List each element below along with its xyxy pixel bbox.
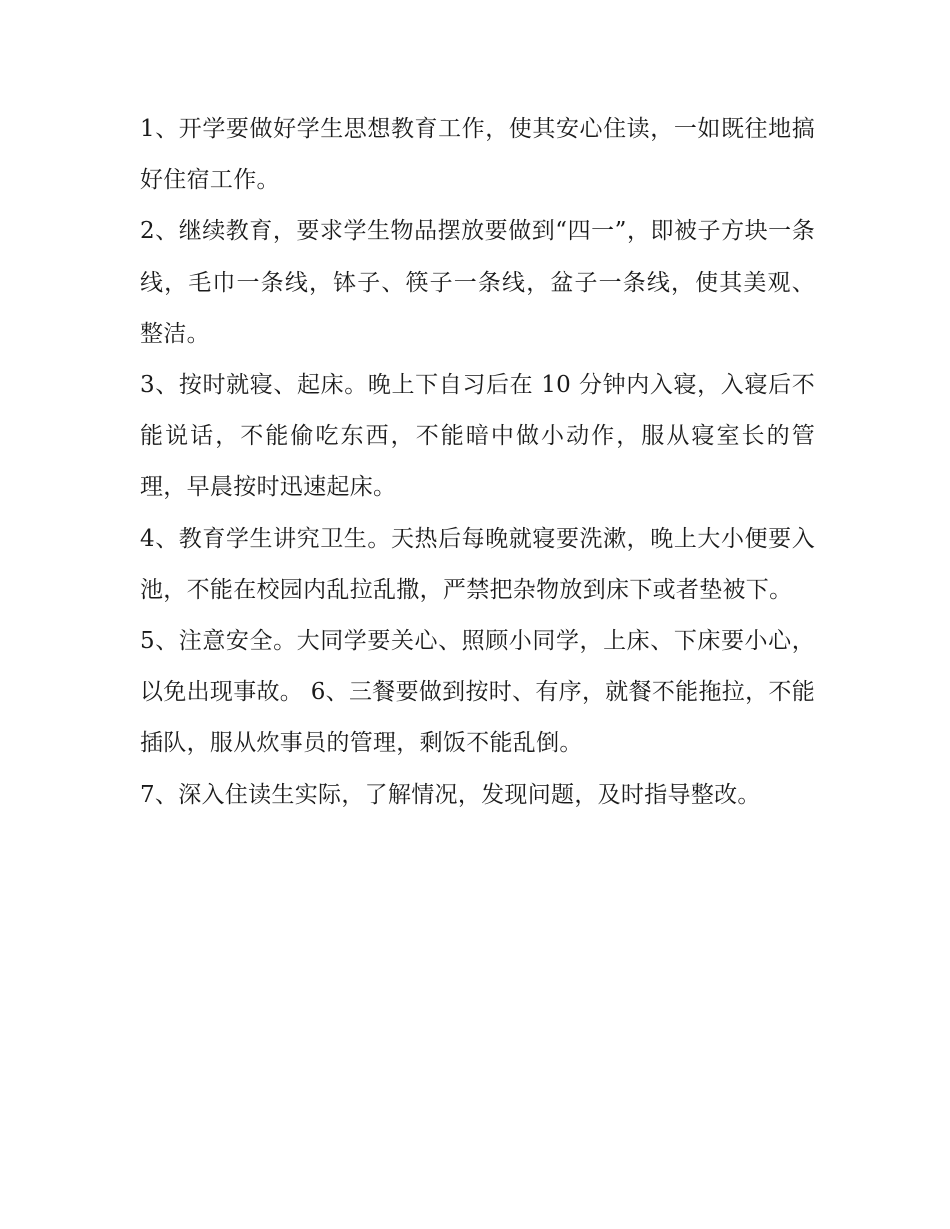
document-body: [140, 104, 815, 821]
paragraph-2: 2、继续教育，要求学生物品摆放要做到“四一”，即被子方块一条线，毛巾一条线，钵子、筷子一条线，盆子一条线，使其美观、整洁。: [140, 218, 815, 347]
paragraph-7: 7、深入住读生实际，了解情况，发现问题，及时指导整改。: [140, 781, 761, 808]
paragraph-4: 4、教育学生讲究卫生。天热后每晚就寝要洗漱，晚上大小便要入池，不能在校园内乱拉乱撒，严禁把杂物放到床下或者垫被下。: [140, 525, 815, 603]
paragraph-5: 5、注意安全。大同学要关心、照顾小同学，上床、下床要小心，以免出现事故。 6、三餐要做到按时、有序，就餐不能拖拉，不能插队，服从炊事员的管理，剩饭不能乱倒。: [140, 628, 815, 757]
paragraph-1: 1、开学要做好学生思想教育工作，使其安心住读，一如既往地搞好住宿工作。: [140, 116, 815, 194]
paragraph-3: 3、按时就寝、起床。晚上下自习后在 10 分钟内入寝，入寝后不能说话，不能偷吃东西，不能暗中做小动作，服从寝室长的管理，早晨按时迅速起床。: [140, 372, 815, 501]
